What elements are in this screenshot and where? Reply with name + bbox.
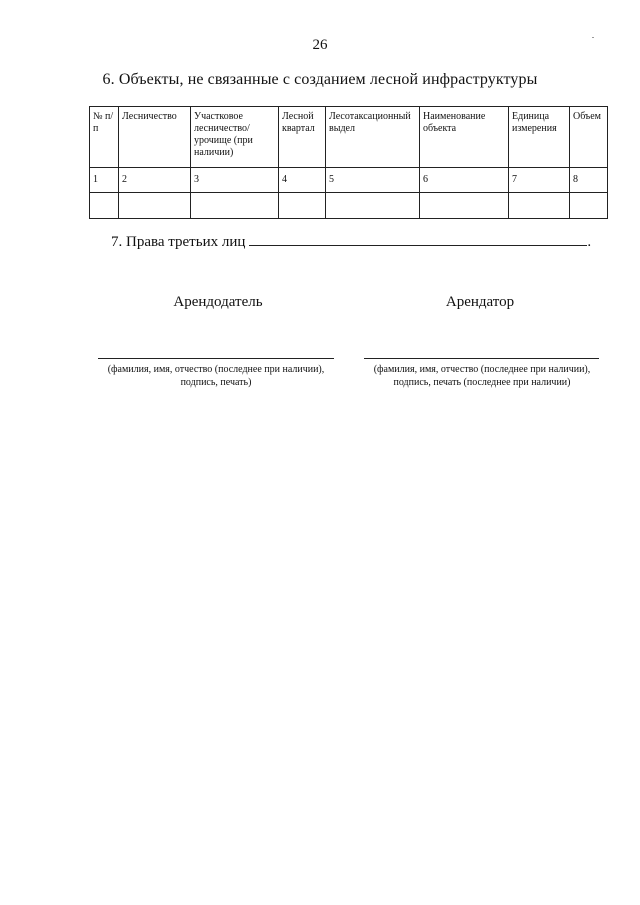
header-cell-taxation-unit: Лесотаксационный выдел [326,107,420,168]
table-cell-empty [119,193,191,219]
table-cell-empty [509,193,570,219]
table-cell-empty [570,193,608,219]
table-cell: 1 [90,168,119,193]
lessee-caption-line-2: подпись, печать (последнее при наличии) [393,377,571,388]
table-cell: 7 [509,168,570,193]
lessor-signature-line [98,358,334,359]
section-6-title: 6. Объекты, не связанные с созданием лесной инфраструктуры [102,71,538,88]
lessor-signature-caption [92,363,340,389]
table-number-row [90,168,608,193]
lessee-label: Арендатор [445,294,515,310]
table-cell: 5 [326,168,420,193]
lessor-caption-line-2: подпись, печать) [180,377,252,388]
header-cell-district-forestry: Участковое лесничество/ урочище (при наличии) [191,107,279,168]
header-cell-unit: Единица измерения [509,107,570,168]
rights-blank-line [249,231,587,246]
section-7-rights-line [111,231,591,251]
table-cell: 3 [191,168,279,193]
section-7-end: . [587,234,592,250]
table-cell-empty [326,193,420,219]
table-cell-empty [279,193,326,219]
lessee-caption-line-1: (фамилия, имя, отчество (последнее при наличии), [373,364,591,375]
header-cell-forest-quarter: Лесной квартал [279,107,326,168]
header-cell-object-name: Наименование объекта [420,107,509,168]
objects-table [89,106,608,219]
table-empty-row [90,193,608,219]
table-cell: 8 [570,168,608,193]
table-cell: 4 [279,168,326,193]
table-cell-empty [420,193,509,219]
lessee-signature-line [364,358,599,359]
header-cell-forestry: Лесничество [119,107,191,168]
table-header-row [90,107,608,168]
section-7-label: 7. Права третьих лиц [111,234,246,250]
table-cell: 6 [420,168,509,193]
table-cell: 2 [119,168,191,193]
header-cell-volume: Объем [570,107,608,168]
lessee-signature-caption [358,363,606,389]
table-cell-empty [191,193,279,219]
page-number: 26 [312,37,328,53]
lessor-caption-line-1: (фамилия, имя, отчество (последнее при наличии), [107,364,325,375]
header-cell-number: № п/п [90,107,119,168]
scan-artifact [592,37,594,38]
table-cell-empty [90,193,119,219]
lessor-label: Арендодатель [173,294,263,310]
